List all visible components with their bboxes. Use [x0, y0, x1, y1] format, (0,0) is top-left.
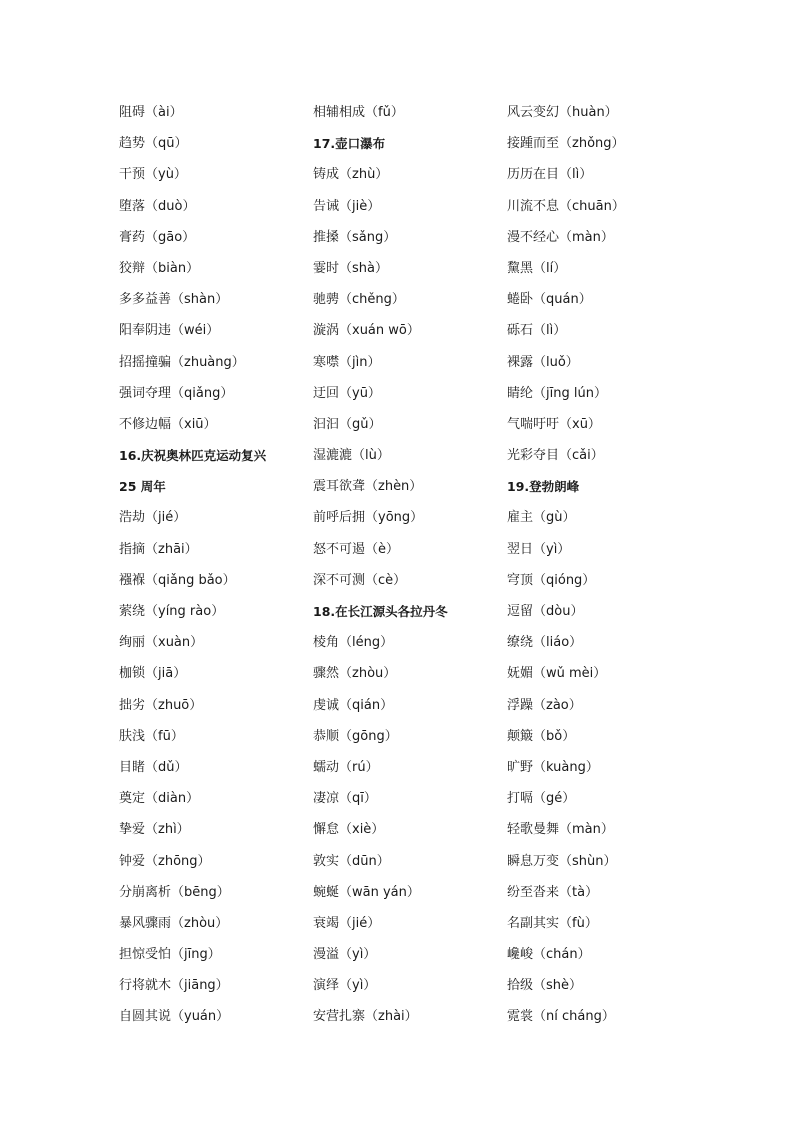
vocabulary-entry: 阳奉阴违（wéi） — [119, 323, 220, 339]
vocabulary-entry: 旷野（kuàng） — [507, 759, 599, 775]
vocabulary-entry: 逗留（dòu） — [507, 604, 584, 619]
vocabulary-entry: 漫溢（yì） — [313, 947, 377, 963]
vocabulary-entry: 霎时（shà） — [313, 260, 388, 276]
vocabulary-entry: 震耳欲聋（zhèn） — [313, 479, 423, 495]
vocabulary-entry: 湿漉漉（lù） — [313, 448, 390, 464]
vocabulary-entry: 前呼后拥（yōng） — [313, 510, 424, 526]
vocabulary-entry: 目睹（dǔ） — [119, 759, 188, 775]
vocabulary-entry: 迂回（yū） — [313, 385, 381, 401]
vocabulary-entry: 奠定（diàn） — [119, 791, 200, 807]
vocabulary-entry: 接踵而至（zhǒng） — [507, 136, 625, 152]
vocabulary-entry: 翌日（yì） — [507, 541, 571, 557]
vocabulary-entry: 担惊受怕（jīng） — [119, 947, 221, 963]
vocabulary-entry: 寒噤（jìn） — [313, 354, 381, 370]
vocabulary-entry: 安营扎寨（zhài） — [313, 1009, 418, 1025]
vocabulary-entry: 萦绕（yíng rào） — [119, 604, 225, 619]
vocabulary-entry: 敦实（dūn） — [313, 853, 390, 869]
vocabulary-entry: 轻歌曼舞（màn） — [507, 822, 614, 838]
vocabulary-entry: 颠簸（bǒ） — [507, 728, 576, 744]
vocabulary-entry: 干预（yù） — [119, 167, 187, 183]
vocabulary-entry: 川流不息（chuān） — [507, 198, 625, 214]
vocabulary-entry: 相辅相成（fǔ） — [313, 105, 404, 120]
vocabulary-entry: 风云变幻（huàn） — [507, 105, 618, 120]
section-heading: 18.在长江源头各拉丹冬 — [313, 604, 448, 619]
vocabulary-entry: 指摘（zhāi） — [119, 541, 198, 557]
vocabulary-entry: 妩媚（wǔ mèi） — [507, 666, 607, 682]
vocabulary-entry: 骤然（zhòu） — [313, 666, 397, 682]
vocabulary-entry: 睛纶（jīng lún） — [507, 385, 607, 401]
vocabulary-entry: 暴风骤雨（zhòu） — [119, 915, 229, 931]
vocabulary-entry: 霓裳（ní cháng） — [507, 1009, 615, 1025]
vocabulary-entry: 钟爱（zhōng） — [119, 853, 211, 869]
vocabulary-entry: 膏药（gāo） — [119, 229, 196, 245]
vocabulary-entry: 推搡（sǎng） — [313, 229, 397, 245]
vocabulary-entry: 巉峻（chán） — [507, 947, 591, 963]
vocabulary-entry: 肤浅（fū） — [119, 728, 184, 744]
vocabulary-entry: 纷至沓来（tà） — [507, 884, 599, 900]
vocabulary-entry: 枷锁（jiā） — [119, 666, 187, 682]
vocabulary-entry: 瞬息万变（shùn） — [507, 853, 617, 869]
vocabulary-entry: 凄凉（qī） — [313, 791, 377, 807]
vocabulary-entry: 不修边幅（xiū） — [119, 416, 217, 432]
vocabulary-entry: 漫不经心（màn） — [507, 229, 614, 245]
vocabulary-entry: 多多益善（shàn） — [119, 292, 229, 308]
section-heading: 17.壶口瀑布 — [313, 136, 386, 152]
vocabulary-entry: 浮躁（zào） — [507, 697, 582, 713]
vocabulary-entry: 虔诚（qián） — [313, 697, 394, 713]
vocabulary-entry: 绚丽（xuàn） — [119, 635, 204, 651]
vocabulary-entry: 怒不可遏（è） — [313, 541, 399, 557]
vocabulary-entry: 气喘吁吁（xū） — [507, 416, 601, 432]
vocabulary-entry: 狡辩（biàn） — [119, 260, 200, 276]
vocabulary-entry: 行将就木（jiāng） — [119, 978, 229, 994]
vocabulary-entry: 打嗝（gé） — [507, 791, 576, 807]
vocabulary-entry: 衰竭（jié） — [313, 915, 381, 931]
vocabulary-entry: 铸成（zhù） — [313, 167, 389, 183]
vocabulary-entry: 漩涡（xuán wō） — [313, 323, 420, 339]
vocabulary-entry: 深不可测（cè） — [313, 572, 407, 588]
vocabulary-entry: 光彩夺目（cǎi） — [507, 448, 604, 464]
vocabulary-entry: 拾级（shè） — [507, 978, 583, 994]
vocabulary-entry: 穹顶（qióng） — [507, 572, 596, 588]
vocabulary-entry: 驰骋（chěng） — [313, 292, 405, 308]
vocabulary-entry: 雇主（gù） — [507, 510, 576, 526]
vocabulary-entry: 汩汩（gǔ） — [313, 416, 382, 432]
vocabulary-entry: 自圆其说（yuán） — [119, 1009, 230, 1025]
vocabulary-entry: 演绎（yì） — [313, 978, 377, 994]
vocabulary-entry: 堕落（duò） — [119, 198, 196, 214]
vocabulary-entry: 懈怠（xiè） — [313, 822, 385, 838]
vocabulary-column-2 — [313, 97, 503, 1033]
vocabulary-entry: 缭绕（liáo） — [507, 635, 583, 651]
vocabulary-entry: 阻碍（ài） — [119, 105, 183, 120]
vocabulary-column-3 — [507, 97, 697, 1033]
vocabulary-entry: 拙劣（zhuō） — [119, 697, 203, 713]
section-heading: 19.登勃朗峰 — [507, 479, 580, 495]
vocabulary-entry: 挚爱（zhì） — [119, 822, 190, 838]
vocabulary-entry: 裸露（luǒ） — [507, 354, 579, 370]
vocabulary-entry: 襁褓（qiǎng bǎo） — [119, 572, 236, 588]
section-heading: 25 周年 — [119, 479, 166, 495]
vocabulary-entry: 历历在目（lì） — [507, 167, 593, 183]
section-heading: 16.庆祝奥林匹克运动复兴 — [119, 448, 267, 464]
vocabulary-entry: 砾石（lì） — [507, 323, 567, 339]
vocabulary-entry: 恭顺（gōng） — [313, 728, 398, 744]
vocabulary-column-1 — [119, 97, 309, 1033]
vocabulary-entry: 棱角（léng） — [313, 635, 394, 651]
vocabulary-entry: 分崩离析（bēng） — [119, 884, 230, 900]
vocabulary-entry: 浩劫（jié） — [119, 510, 187, 526]
vocabulary-entry: 告诫（jiè） — [313, 198, 381, 214]
vocabulary-entry: 黧黑（lí） — [507, 260, 567, 276]
vocabulary-entry: 招摇撞骗（zhuàng） — [119, 354, 245, 370]
vocabulary-entry: 蠕动（rú） — [313, 759, 379, 775]
vocabulary-entry: 蜿蜒（wān yán） — [313, 884, 420, 900]
vocabulary-entry: 强词夺理（qiǎng） — [119, 385, 234, 401]
vocabulary-entry: 名副其实（fù） — [507, 915, 598, 931]
vocabulary-entry: 趋势（qū） — [119, 136, 188, 152]
vocabulary-entry: 蜷卧（quán） — [507, 292, 592, 308]
